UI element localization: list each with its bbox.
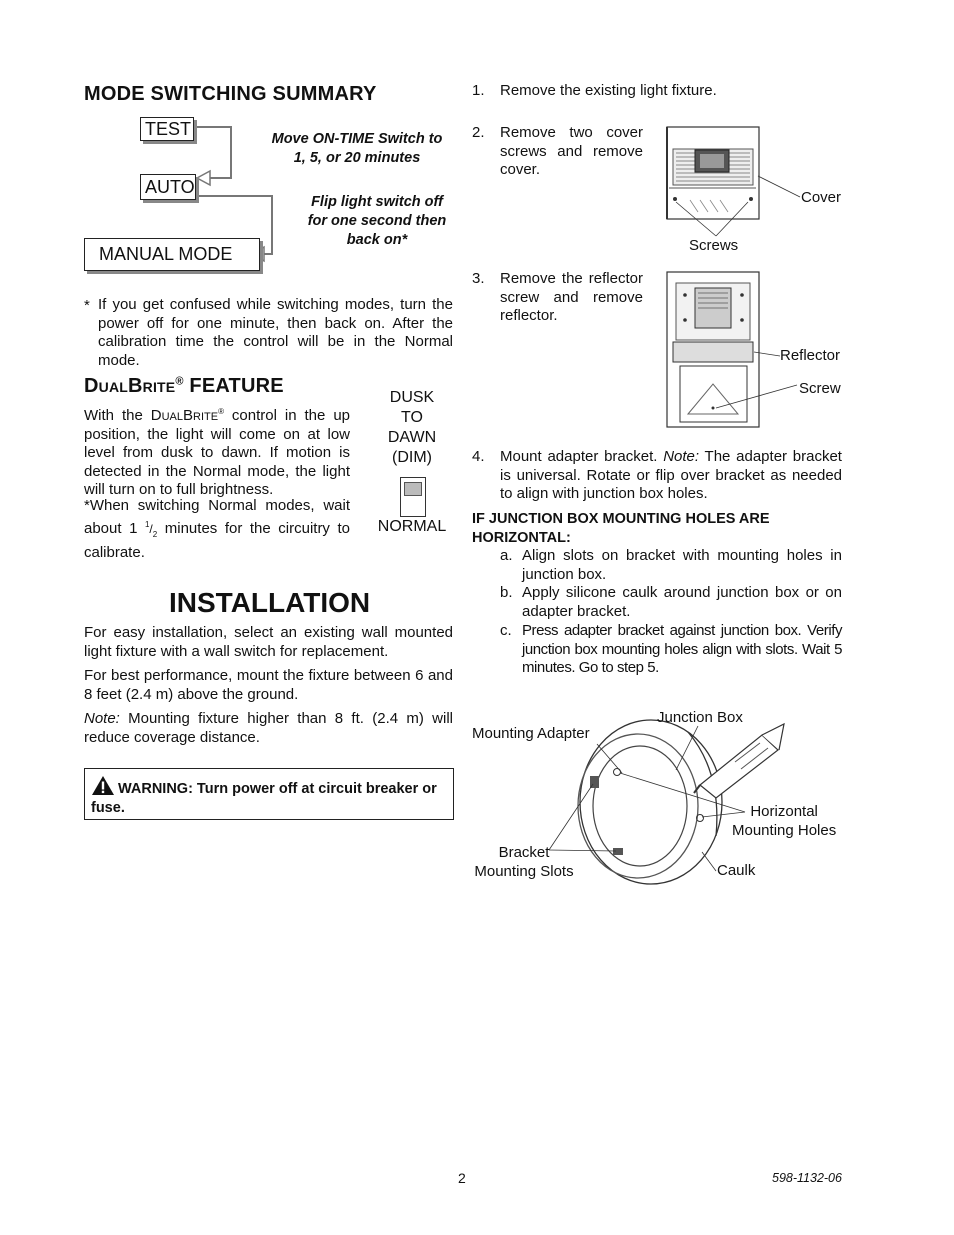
dualbrite-title: DualBrite® FEATURE xyxy=(84,375,284,397)
installation-paragraph-3: Note: Mounting fixture higher than 8 ft. (2.4 m) will reduce coverage distance. xyxy=(84,710,453,746)
junction-heading: IF JUNCTION BOX MOUNTING HOLES ARE HORIZONTAL: xyxy=(472,511,770,546)
dualbrite-paragraph-1: With the DualBrite® control in the up position, the light will come on at low level from dusk to dawn. If motion is detected in the Normal mode, the light will turn on to full brightness. xyxy=(84,407,351,499)
item-c-text: Press adapter bracket against junction box. Verify junction box mounting holes align with slots. Wait 5 minutes. Go to step 5. xyxy=(522,622,842,677)
dualbrite-paragraph-2: *When switching Normal modes, wait about 1 $^1/_2$ minutes for the circuitry to calibrate. xyxy=(84,497,350,562)
bracket-slots-label: Bracket Mounting Slots xyxy=(474,844,574,880)
mode-switching-title: MODE SWITCHING SUMMARY xyxy=(84,83,377,105)
step-4-text: Mount adapter bracket. Note: The adapter bracket is universal. Rotate or flip over bracket as needed to align with junction box holes. xyxy=(500,448,842,503)
installation-title: INSTALLATION xyxy=(169,587,371,618)
footnote-mark: * xyxy=(84,297,90,314)
item-b-letter: b. xyxy=(500,584,513,601)
cover-label: Cover xyxy=(801,189,842,206)
item-b-text: Apply silicone caulk around junction box or on adapter bracket. xyxy=(522,584,842,620)
junction-box-label: Junction Box xyxy=(657,709,743,726)
on-time-note: Move ON-TIME Switch to 1, 5, or 20 minutes xyxy=(271,131,443,166)
mode-footnote: If you get confused while switching modes, turn the power off for one minute, then back on. After the calibration time the control will be in the Normal mode. xyxy=(98,296,453,369)
item-a-text: Align slots on bracket with mounting holes in junction box. xyxy=(522,547,842,583)
step-1-number: 1. xyxy=(472,82,485,99)
manual-mode-box: MANUAL MODE xyxy=(84,238,260,271)
item-a-letter: a. xyxy=(500,547,513,564)
horizontal-holes-label: Horizontal Mounting Holes xyxy=(732,803,837,839)
caulk-label: Caulk xyxy=(717,862,756,879)
normal-label: NORMAL xyxy=(377,518,447,535)
warning-box: WARNING: Turn power off at circuit breaker or fuse. xyxy=(84,768,454,820)
page-number: 2 xyxy=(458,1170,466,1186)
step-3-number: 3. xyxy=(472,270,485,287)
reflector-label: Reflector xyxy=(780,347,841,364)
step-1-text: Remove the existing light fixture. xyxy=(500,82,717,99)
installation-paragraph-1: For easy installation, select an existing wall mounted light fixture with a wall switch for replacement. xyxy=(84,624,453,660)
step-2-text: Remove two cover screws and remove cover. xyxy=(500,124,643,179)
auto-box: AUTO xyxy=(140,174,196,200)
dusk-to-dawn-label: DUSK TO DAWN (DIM) xyxy=(387,389,437,466)
step-2-number: 2. xyxy=(472,124,485,141)
screw-label: Screw xyxy=(799,380,841,397)
mounting-adapter-label: Mounting Adapter xyxy=(472,725,590,742)
step-4-number: 4. xyxy=(472,448,485,465)
test-box: TEST xyxy=(140,117,194,141)
flip-switch-note: Flip light switch off for one second then back on* xyxy=(307,194,447,248)
screws-label: Screws xyxy=(689,237,739,254)
installation-paragraph-2: For best performance, mount the fixture between 6 and 8 feet (2.4 m) above the ground. xyxy=(84,667,453,703)
document-number: 598-1132-06 xyxy=(772,1171,842,1185)
item-c-letter: c. xyxy=(500,622,512,639)
step-3-text: Remove the reflector screw and remove reflector. xyxy=(500,270,643,325)
